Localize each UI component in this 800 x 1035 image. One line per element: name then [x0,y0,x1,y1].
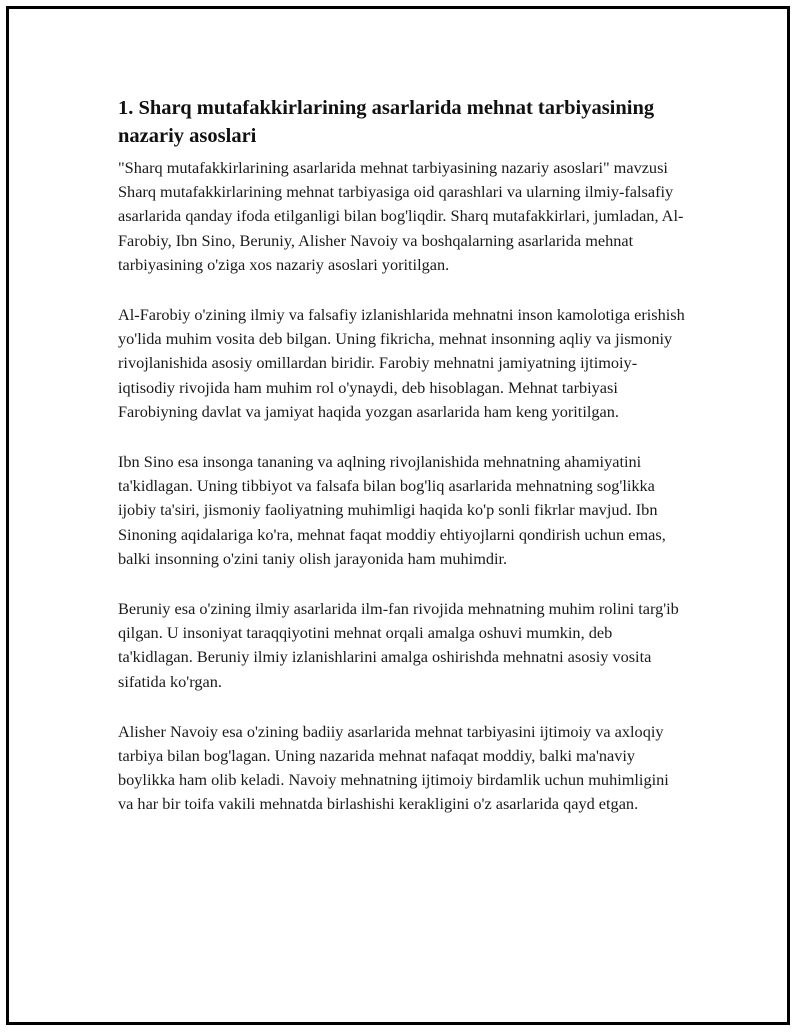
paragraph-beruniy: Beruniy esa o'zining ilmiy asarlarida ilm-fan rivojida mehnatning muhim rolini targ'ib qilgan. U insoniyat taraqqiyotini mehnat orqali amalga oshuvi mumkin, deb ta'kidlagan. Beruniy ilmiy izlanishlarini amalga oshirishda mehnatni asosiy vosita sifatida ko'rgan. [118,599,679,691]
section-title: 1. Sharq mutafakkirlarining asarlarida mehnat tarbiyasining nazariy asoslari [118,97,655,147]
paragraph-ibn-sino: Ibn Sino esa insonga tananing va aqlning rivojlanishida mehnatning ahamiyatini ta'kidlagan. Uning tibbiyot va falsafa bilan bog'liq asarlarida mehnatning sog'likka ijobiy ta'siri, jismoniy faoliyatning muhimligi haqida ko'p sonli fikrlar mavjud. Ibn Sinoning aqidalariga ko'ra, mehnat faqat moddiy ehtiyojlarni qondirish uchun emas, balki insonning o'zini taniy olish jarayonida ham muhimdir. [118,452,666,568]
document-body [118,94,688,843]
paragraph-intro: "Sharq mutafakkirlarining asarlarida mehnat tarbiyasining nazariy asoslari" mavzusi Sharq mutafakkirlarining mehnat tarbiyasiga oid qarashlari va ularning ilmiy-falsafiy asarlarida qanday ifoda etilganligi bilan bog'liqdir. Sharq mutafakkirlari, jumladan, Al-Farobiy, Ibn Sino, Beruniy, Alisher Navoiy va boshqalarning asarlarida mehnat tarbiyasining o'ziga xos nazariy asoslari yoritilgan. [118,158,684,274]
paragraph-farobiy: Al-Farobiy o'zining ilmiy va falsafiy izlanishlarida mehnatni inson kamolotiga erishish yo'lida muhim vosita deb bilgan. Uning fikricha, mehnat insonning aqliy va jismoniy rivojlanishida asosiy omillardan biridir. Farobiy mehnatni jamiyatning ijtimoiy-iqtisodiy rivojida ham muhim rol o'ynaydi, deb hisoblagan. Mehnat tarbiyasi Farobiyning davlat va jamiyat haqida yozgan asarlarida ham keng yoritilgan. [118,305,685,421]
paragraph-navoiy: Alisher Navoiy esa o'zining badiiy asarlarida mehnat tarbiyasini ijtimoiy va axloqiy tarbiya bilan bog'lagan. Uning nazarida mehnat nafaqat moddiy, balki ma'naviy boylikka ham olib keladi. Navoiy mehnatning ijtimoiy birdamlik uchun muhimligini va har bir toifa vakili mehnatda birlashishi kerakligini o'z asarlarida qayd etgan. [118,721,669,814]
